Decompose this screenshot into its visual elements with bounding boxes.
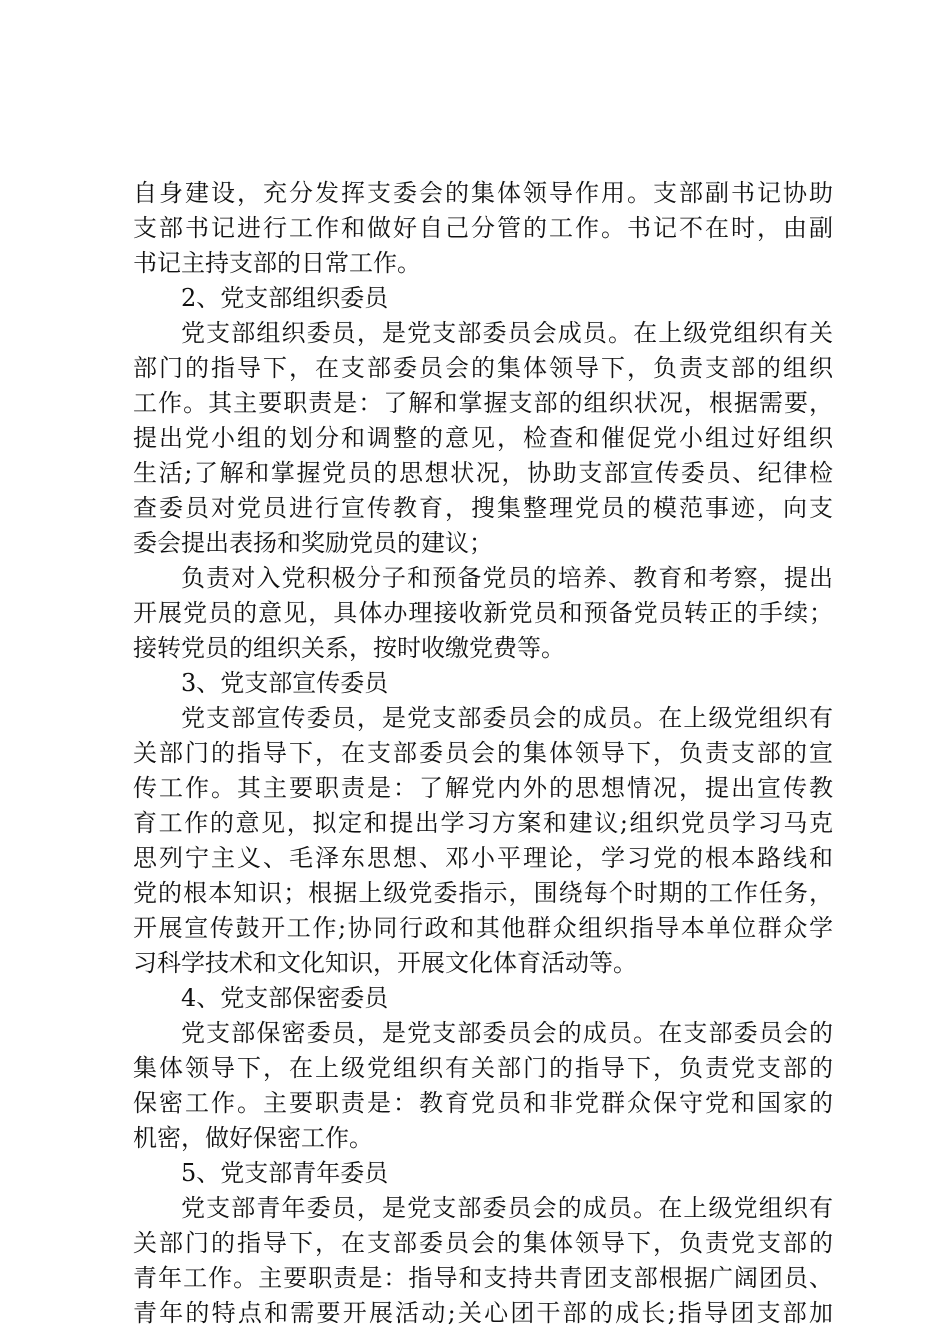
- text-line: 支部书记进行工作和做好自己分管的工作。书记不在时，由副: [133, 214, 833, 242]
- text-line: 提出党小组的划分和调整的意见，检查和催促党小组过好组织: [133, 424, 833, 452]
- text-line: 党支部宣传委员，是党支部委员会的成员。在上级党组织有: [181, 704, 833, 732]
- document-body: [133, 176, 833, 1331]
- text-line: 委会提出表扬和奖励党员的建议；: [133, 529, 493, 557]
- text-line: 党的根本知识；根据上级党委指示，围绕每个时期的工作任务，: [133, 879, 833, 907]
- text-line: 关部门的指导下，在支部委员会的集体领导下，负责支部的宣: [133, 739, 833, 767]
- text-line: 青年工作。主要职责是：指导和支持共青团支部根据广阔团员、: [133, 1264, 833, 1292]
- text-line: 育工作的意见，拟定和提出学习方案和建议;组织党员学习马克: [133, 809, 833, 837]
- text-line: 关部门的指导下，在支部委员会的集体领导下，负责党支部的: [133, 1229, 833, 1257]
- text-line: 党支部青年委员，是党支部委员会的成员。在上级党组织有: [181, 1194, 833, 1222]
- text-line: 2、党支部组织委员: [181, 284, 389, 312]
- text-line: 接转党员的组织关系，按时收缴党费等。: [133, 634, 565, 662]
- text-line: 工作。其主要职责是：了解和掌握支部的组织状况，根据需要，: [133, 389, 833, 417]
- text-line: 党支部组织委员，是党支部委员会成员。在上级党组织有关: [181, 319, 833, 347]
- text-line: 党支部保密委员，是党支部委员会的成员。在支部委员会的: [181, 1019, 833, 1047]
- text-line: 自身建设，充分发挥支委会的集体领导作用。支部副书记协助: [133, 179, 833, 207]
- text-line: 开展党员的意见，具体办理接收新党员和预备党员转正的手续；: [133, 599, 833, 627]
- text-line: 习科学技术和文化知识，开展文化体育活动等。: [133, 949, 637, 977]
- text-line: 5、党支部青年委员: [181, 1159, 389, 1187]
- text-line: 3、党支部宣传委员: [181, 669, 389, 697]
- text-line: 集体领导下，在上级党组织有关部门的指导下，负责党支部的: [133, 1054, 833, 1082]
- text-line: 生活;了解和掌握党员的思想状况，协助支部宣传委员、纪律检: [133, 459, 833, 487]
- text-line: 书记主持支部的日常工作。: [133, 249, 421, 277]
- text-line: 机密，做好保密工作。: [133, 1124, 373, 1152]
- text-line: 4、党支部保密委员: [181, 984, 389, 1012]
- text-line: 负责对入党积极分子和预备党员的培养、教育和考察，提出: [181, 564, 833, 592]
- text-line: 传工作。其主要职责是：了解党内外的思想情况，提出宣传教: [133, 774, 833, 802]
- text-line: 开展宣传鼓开工作;协同行政和其他群众组织指导本单位群众学: [133, 914, 833, 942]
- text-line: 思列宁主义、毛泽东思想、邓小平理论，学习党的根本路线和: [133, 844, 833, 872]
- text-line: 查委员对党员进行宣传教育，搜集整理党员的模范事迹，向支: [133, 494, 833, 522]
- text-line: 青年的特点和需要开展活动;关心团干部的成长;指导团支部加: [133, 1299, 833, 1327]
- text-line: 保密工作。主要职责是：教育党员和非党群众保守党和国家的: [133, 1089, 833, 1117]
- text-line: 部门的指导下，在支部委员会的集体领导下，负责支部的组织: [133, 354, 833, 382]
